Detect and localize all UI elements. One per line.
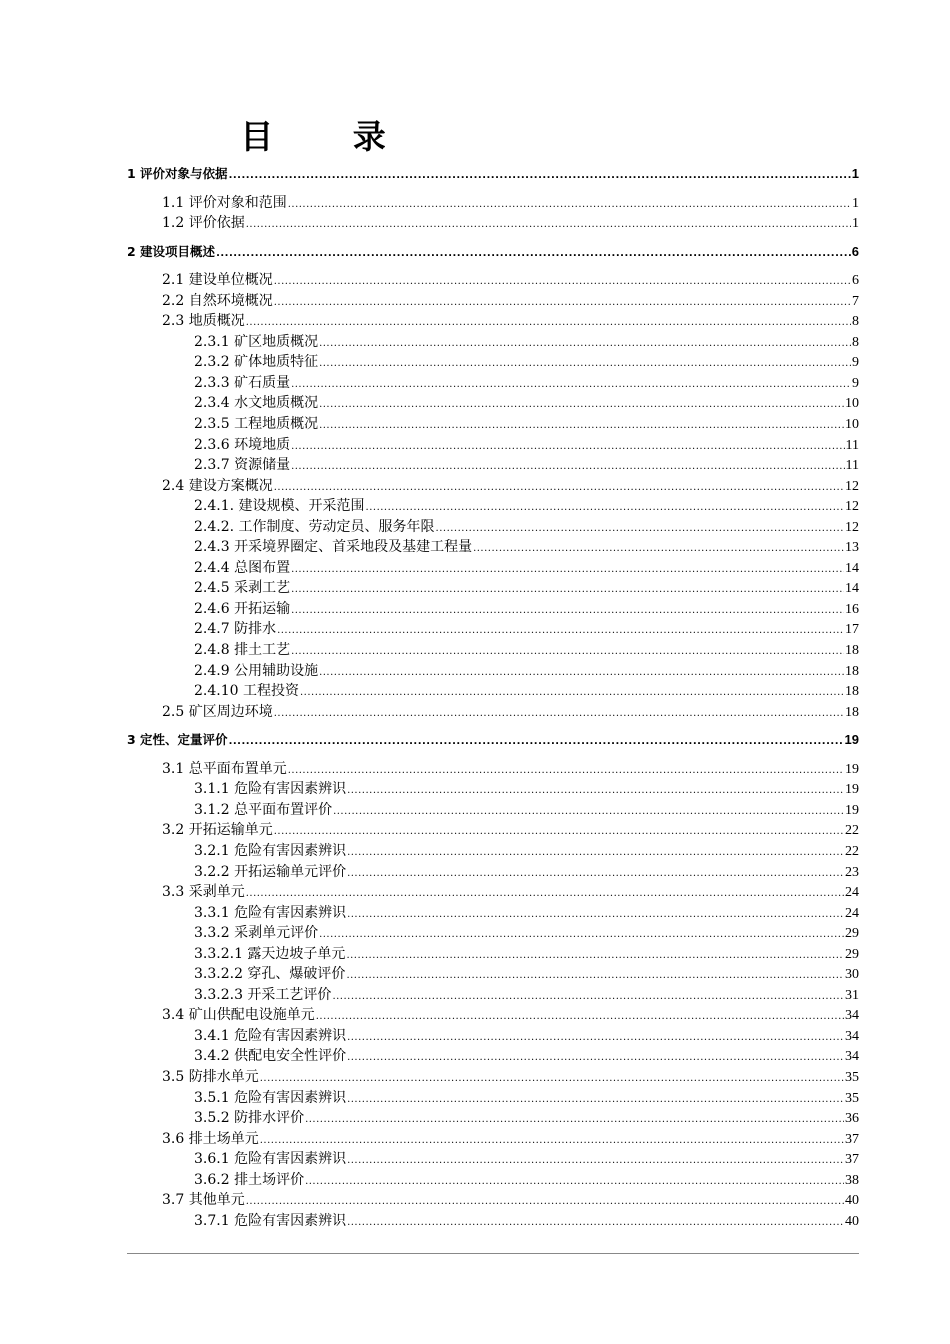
dot-leader <box>288 193 851 215</box>
dot-leader <box>319 332 851 354</box>
toc-entry[interactable] <box>127 332 859 353</box>
toc-entry-page: 8 <box>852 334 859 350</box>
dot-leader <box>332 985 844 1007</box>
toc-entry[interactable] <box>127 661 859 682</box>
toc-entry[interactable] <box>127 903 859 924</box>
toc-entry-page: 18 <box>845 663 859 679</box>
toc-entry-page: 16 <box>845 601 859 617</box>
toc-entry-label: 2.4.4 总图布置 <box>194 559 291 576</box>
page-title: 目 录 <box>240 117 420 156</box>
toc-entry-label: 3.6.2 排土场评价 <box>194 1171 305 1188</box>
toc-entry-label: 3.3.1 危险有害因素辨识 <box>194 904 347 921</box>
toc-entry[interactable] <box>127 393 859 414</box>
toc-entry[interactable] <box>127 517 859 538</box>
toc-entry-label: 2.4.1. 建设规模、开采范围 <box>194 498 365 515</box>
dot-leader <box>347 903 844 925</box>
toc-entry-page: 14 <box>845 581 859 597</box>
dot-leader <box>291 558 844 580</box>
dot-leader <box>473 537 844 559</box>
toc-entry-page: 19 <box>844 732 859 748</box>
toc-entry-label: 3 定性、定量评价 <box>127 732 228 748</box>
toc-entry-label: 3.7.1 危险有害因素辨识 <box>194 1212 347 1229</box>
dot-leader <box>291 578 844 600</box>
dot-leader <box>246 213 851 235</box>
toc-entry-label: 3.6 排土场单元 <box>162 1130 259 1147</box>
toc-entry-page: 34 <box>845 1008 859 1024</box>
toc-entry-label: 2.3.3 矿石质量 <box>194 374 291 391</box>
toc-entry[interactable] <box>127 820 859 841</box>
toc-entry-label: 3.3 采剥单元 <box>162 884 245 901</box>
toc-entry-label: 2.4.10 工程投资 <box>194 683 299 700</box>
dot-leader <box>436 517 844 539</box>
toc-entry[interactable] <box>127 1088 859 1109</box>
toc-entry-label: 2.4.5 采剥工艺 <box>194 580 291 597</box>
toc-entry-page: 30 <box>845 967 859 983</box>
toc-entry-label: 2.1 建设单位概况 <box>162 272 273 289</box>
toc-entry-page: 1 <box>852 195 859 211</box>
toc-entry-label: 2.4.9 公用辅助设施 <box>194 662 319 679</box>
dot-leader <box>300 681 844 703</box>
dot-leader <box>347 1026 844 1048</box>
toc-entry-page: 34 <box>845 1028 859 1044</box>
toc-entry-label: 2.3.5 工程地质概况 <box>194 416 319 433</box>
toc-entry-label: 3.3.2.3 开采工艺评价 <box>194 986 332 1003</box>
toc-entry-page: 19 <box>845 761 859 777</box>
toc-entry[interactable] <box>127 1190 859 1211</box>
toc-entry-page: 31 <box>845 987 859 1003</box>
toc-entry[interactable] <box>127 800 859 821</box>
dot-leader <box>346 964 844 986</box>
dot-leader <box>260 1067 844 1089</box>
toc-entry-page: 22 <box>845 843 859 859</box>
dot-leader <box>366 496 844 518</box>
toc-entry-label: 3.5 防排水单元 <box>162 1068 259 1085</box>
toc-entry-page: 17 <box>845 622 859 638</box>
toc-entry[interactable] <box>127 578 859 599</box>
toc-entry-label: 2.4.2. 工作制度、劳动定员、服务年限 <box>194 518 435 535</box>
dot-leader <box>291 640 844 662</box>
toc-entry-page: 38 <box>845 1172 859 1188</box>
dot-leader <box>229 164 851 186</box>
toc-entry-page: 35 <box>845 1090 859 1106</box>
dot-leader <box>229 730 844 752</box>
toc-entry[interactable] <box>127 619 859 640</box>
footer-divider <box>127 1253 859 1254</box>
toc-entry[interactable] <box>127 352 859 373</box>
toc-entry-page: 34 <box>845 1049 859 1065</box>
toc-entry-page: 12 <box>845 519 859 535</box>
dot-leader <box>274 291 851 313</box>
toc-entry-label: 2.4 建设方案概况 <box>162 477 273 494</box>
toc-entry-page: 9 <box>852 375 859 391</box>
toc-entry-label: 2 建设项目概述 <box>127 243 216 259</box>
toc-entry[interactable] <box>127 841 859 862</box>
dot-leader <box>347 1211 844 1233</box>
dot-leader <box>347 779 844 801</box>
toc-entry[interactable] <box>127 1211 859 1232</box>
dot-leader <box>291 373 851 395</box>
toc-entry-page: 14 <box>845 560 859 576</box>
dot-leader <box>319 923 844 945</box>
toc-entry-page: 6 <box>852 273 859 289</box>
toc-entry[interactable] <box>127 373 859 394</box>
dot-leader <box>291 435 844 457</box>
table-of-contents <box>127 164 859 1231</box>
toc-entry[interactable] <box>127 985 859 1006</box>
dot-leader <box>319 661 844 683</box>
dot-leader <box>346 944 844 966</box>
toc-entry-label: 2.3.7 资源储量 <box>194 457 291 474</box>
toc-entry[interactable] <box>127 599 859 620</box>
toc-entry[interactable] <box>127 455 859 476</box>
toc-entry-page: 29 <box>845 946 859 962</box>
dot-leader <box>274 270 851 292</box>
toc-entry-label: 2.4.6 开拓运输 <box>194 600 291 617</box>
dot-leader <box>305 1108 844 1130</box>
dot-leader <box>347 1046 844 1068</box>
dot-leader <box>347 841 844 863</box>
toc-entry-page: 8 <box>852 314 859 330</box>
toc-entry-label: 2.3.4 水文地质概况 <box>194 395 319 412</box>
toc-entry[interactable] <box>127 702 859 723</box>
toc-entry-page: 1 <box>852 216 859 232</box>
toc-entry[interactable] <box>127 1046 859 1067</box>
dot-leader <box>319 393 844 415</box>
toc-entry-label: 2.4.8 排土工艺 <box>194 642 291 659</box>
toc-entry-label: 3.1.2 总平面布置评价 <box>194 801 333 818</box>
toc-entry-page: 10 <box>845 396 859 412</box>
toc-entry[interactable] <box>127 537 859 558</box>
toc-entry-page: 18 <box>845 684 859 700</box>
toc-entry-page: 23 <box>845 864 859 880</box>
dot-leader <box>347 1149 844 1171</box>
toc-entry[interactable] <box>127 882 859 903</box>
toc-entry[interactable] <box>127 242 859 263</box>
dot-leader <box>274 702 844 724</box>
toc-entry-label: 3.4.2 供配电安全性评价 <box>194 1048 347 1065</box>
dot-leader <box>347 862 844 884</box>
toc-entry-page: 40 <box>845 1213 859 1229</box>
toc-entry-page: 7 <box>852 293 859 309</box>
toc-entry-label: 2.3.1 矿区地质概况 <box>194 333 319 350</box>
dot-leader <box>316 1005 844 1027</box>
toc-entry-page: 19 <box>845 782 859 798</box>
dot-leader <box>291 455 844 477</box>
toc-entry[interactable] <box>127 311 859 332</box>
toc-entry[interactable] <box>127 213 859 234</box>
toc-entry-label: 2.4.7 防排水 <box>194 621 277 638</box>
toc-entry-label: 3.1.1 危险有害因素辨识 <box>194 781 347 798</box>
toc-entry-label: 2.3.6 环境地质 <box>194 436 291 453</box>
toc-entry[interactable] <box>127 681 859 702</box>
toc-entry[interactable] <box>127 414 859 435</box>
toc-entry[interactable] <box>127 759 859 780</box>
toc-entry[interactable] <box>127 1026 859 1047</box>
toc-entry-label: 2.4.3 开采境界圈定、首采地段及基建工程量 <box>194 539 473 556</box>
dot-leader <box>319 352 851 374</box>
dot-leader <box>291 599 844 621</box>
dot-leader <box>274 820 844 842</box>
toc-entry-label: 2.3.2 矿体地质特征 <box>194 354 319 371</box>
toc-entry-label: 3.3.2.1 露天边坡子单元 <box>194 945 346 962</box>
toc-entry-page: 22 <box>845 823 859 839</box>
toc-entry[interactable] <box>127 164 859 185</box>
toc-entry-page: 10 <box>845 417 859 433</box>
dot-leader <box>260 1129 844 1151</box>
toc-entry-label: 3.4.1 危险有害因素辨识 <box>194 1027 347 1044</box>
dot-leader <box>333 800 844 822</box>
toc-entry-page: 37 <box>845 1152 859 1168</box>
toc-entry-label: 3.4 矿山供配电设施单元 <box>162 1007 315 1024</box>
toc-entry-label: 2.5 矿区周边环境 <box>162 703 273 720</box>
toc-entry-label: 2.3 地质概况 <box>162 313 245 330</box>
dot-leader <box>216 242 851 264</box>
toc-entry[interactable] <box>127 1005 859 1026</box>
toc-entry[interactable] <box>127 1149 859 1170</box>
toc-entry-page: 18 <box>845 704 859 720</box>
toc-entry[interactable] <box>127 1108 859 1129</box>
dot-leader <box>277 619 844 641</box>
toc-entry-page: 19 <box>845 802 859 818</box>
toc-entry[interactable] <box>127 730 859 751</box>
toc-entry-page: 24 <box>845 905 859 921</box>
toc-entry[interactable] <box>127 944 859 965</box>
dot-leader <box>246 311 851 333</box>
toc-entry-page: 29 <box>845 926 859 942</box>
toc-entry-label: 3.3.2.2 穿孔、爆破评价 <box>194 966 346 983</box>
toc-entry-label: 3.1 总平面布置单元 <box>162 760 287 777</box>
toc-entry-label: 3.6.1 危险有害因素辨识 <box>194 1151 347 1168</box>
toc-entry-label: 3.2.1 危险有害因素辨识 <box>194 842 347 859</box>
toc-entry-page: 18 <box>845 643 859 659</box>
toc-entry[interactable] <box>127 558 859 579</box>
dot-leader <box>246 882 844 904</box>
toc-entry[interactable] <box>127 1129 859 1150</box>
toc-entry-page: 11 <box>845 458 859 474</box>
toc-entry-label: 3.2 开拓运输单元 <box>162 822 273 839</box>
toc-entry-label: 3.5.1 危险有害因素辨识 <box>194 1089 347 1106</box>
toc-entry[interactable] <box>127 291 859 312</box>
toc-entry[interactable] <box>127 496 859 517</box>
toc-entry-page: 35 <box>845 1069 859 1085</box>
toc-entry-label: 3.5.2 防排水评价 <box>194 1110 305 1127</box>
toc-entry-label: 1 评价对象与依据 <box>127 166 228 181</box>
toc-entry-label: 1.1 评价对象和范围 <box>162 194 287 211</box>
toc-entry-page: 24 <box>845 885 859 901</box>
dot-leader <box>305 1170 844 1192</box>
toc-entry-page: 36 <box>845 1111 859 1127</box>
toc-entry-page: 1 <box>851 166 859 181</box>
toc-entry-page: 12 <box>845 478 859 494</box>
toc-entry-page: 6 <box>851 243 859 259</box>
toc-entry-page: 12 <box>845 499 859 515</box>
toc-entry[interactable] <box>127 270 859 291</box>
toc-entry-page: 9 <box>852 355 859 371</box>
toc-entry[interactable] <box>127 923 859 944</box>
toc-entry[interactable] <box>127 1067 859 1088</box>
toc-entry[interactable] <box>127 476 859 497</box>
toc-entry[interactable] <box>127 193 859 214</box>
toc-entry-label: 3.7 其他单元 <box>162 1192 245 1209</box>
toc-entry[interactable] <box>127 964 859 985</box>
toc-entry-page: 37 <box>845 1131 859 1147</box>
toc-entry[interactable] <box>127 640 859 661</box>
toc-entry[interactable] <box>127 1170 859 1191</box>
toc-entry-page: 40 <box>845 1193 859 1209</box>
toc-entry[interactable] <box>127 435 859 456</box>
toc-entry-label: 3.2.2 开拓运输单元评价 <box>194 863 347 880</box>
dot-leader <box>319 414 844 436</box>
toc-entry[interactable] <box>127 862 859 883</box>
dot-leader <box>347 1088 844 1110</box>
toc-entry[interactable] <box>127 779 859 800</box>
dot-leader <box>274 476 844 498</box>
toc-entry-label: 2.2 自然环境概况 <box>162 292 273 309</box>
dot-leader <box>288 759 844 781</box>
dot-leader <box>246 1190 844 1212</box>
toc-entry-label: 3.3.2 采剥单元评价 <box>194 925 319 942</box>
toc-entry-page: 13 <box>845 540 859 556</box>
toc-entry-label: 1.2 评价依据 <box>162 215 245 232</box>
toc-entry-page: 11 <box>845 437 859 453</box>
